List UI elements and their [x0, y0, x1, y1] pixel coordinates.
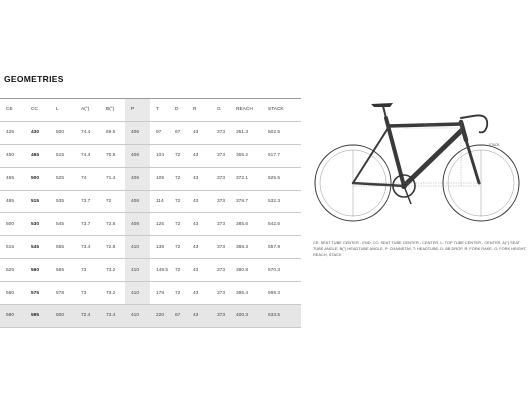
cell-a: 72.4 — [75, 305, 100, 328]
cell-b: 73.2 — [100, 259, 125, 282]
cell-r: 43 — [193, 213, 211, 236]
cell-reach: 390.8 — [236, 259, 268, 282]
cell-t: 149.5 — [150, 259, 175, 282]
header-t: T — [150, 99, 175, 122]
cell-cc: 515 — [25, 190, 50, 213]
cell-g: 373 — [211, 121, 236, 144]
cell-p: 410 — [125, 236, 150, 259]
cell-g: 373 — [211, 236, 236, 259]
cell-cc: 465 — [25, 144, 50, 167]
cell-b: 72 — [100, 190, 125, 213]
cell-a: 73 — [75, 259, 100, 282]
cell-stack: 557.9 — [268, 236, 301, 259]
cell-cc: 500 — [25, 167, 50, 190]
cell-p: 410 — [125, 305, 150, 328]
cell-g: 373 — [211, 144, 236, 167]
cell-ce: 450 — [0, 144, 25, 167]
cell-ce: 515 — [0, 236, 25, 259]
cell-stack: 525.5 — [268, 167, 301, 190]
header-reach: REACH — [236, 99, 268, 122]
cell-p: 410 — [125, 259, 150, 282]
cell-p: 406 — [125, 167, 150, 190]
cell-reach: 395.4 — [236, 282, 268, 305]
cell-d: 72 — [175, 213, 193, 236]
cell-d: 67 — [175, 121, 193, 144]
cell-cc: 575 — [25, 282, 50, 305]
table-row — [0, 236, 301, 259]
cell-g: 373 — [211, 305, 236, 328]
cell-d: 72 — [175, 282, 193, 305]
cell-stack: 542.6 — [268, 213, 301, 236]
table-row — [0, 259, 301, 282]
table-row — [0, 282, 301, 305]
cell-b: 70.5 — [100, 144, 125, 167]
cell-ce: 560 — [0, 282, 25, 305]
header-r: R — [193, 99, 211, 122]
cell-stack: 570.3 — [268, 259, 301, 282]
down-tube — [404, 130, 462, 186]
cell-t: 178 — [150, 282, 175, 305]
cell-t: 97 — [150, 121, 175, 144]
cell-l: 600 — [50, 305, 75, 328]
cell-reach: 378.7 — [236, 190, 268, 213]
header-l: L — [50, 99, 75, 122]
cell-b: 69.5 — [100, 121, 125, 144]
cell-cc: 530 — [25, 213, 50, 236]
cell-d: 72 — [175, 144, 193, 167]
cell-ce: 425 — [0, 121, 25, 144]
cell-b: 73.4 — [100, 305, 125, 328]
cell-cc: 595 — [25, 305, 50, 328]
cell-d: 67 — [175, 305, 193, 328]
cell-l: 545 — [50, 213, 75, 236]
page-title: GEOMETRIES — [4, 74, 64, 84]
cell-r: 43 — [193, 144, 211, 167]
cell-a: 74.4 — [75, 144, 100, 167]
header-d: D — [175, 99, 193, 122]
header-p: P — [125, 99, 150, 122]
cell-b: 71.4 — [100, 167, 125, 190]
chain-stay — [353, 183, 404, 186]
handlebar — [473, 115, 487, 132]
cell-p: 410 — [125, 282, 150, 305]
header-b: B(°) — [100, 99, 125, 122]
cell-l: 578 — [50, 282, 75, 305]
header-stack: STACK — [268, 99, 301, 122]
head-tube — [461, 122, 466, 140]
cell-r: 43 — [193, 282, 211, 305]
cell-cc: 545 — [25, 236, 50, 259]
header-cc: CC — [25, 99, 50, 122]
table-header-row — [0, 99, 301, 122]
cell-g: 373 — [211, 259, 236, 282]
cell-ce: 485 — [0, 190, 25, 213]
saddle — [371, 103, 393, 107]
cell-reach: 372.1 — [236, 167, 268, 190]
cell-l: 565 — [50, 259, 75, 282]
cell-ce: 580 — [0, 305, 25, 328]
header-ce: CE — [0, 99, 25, 122]
cell-cc: 430 — [25, 121, 50, 144]
cell-r: 43 — [193, 190, 211, 213]
cell-stack: 599.3 — [268, 282, 301, 305]
cell-g: 373 — [211, 190, 236, 213]
cell-b: 72.5 — [100, 213, 125, 236]
cell-reach: 365.2 — [236, 144, 268, 167]
geometry-table — [0, 98, 301, 328]
seat-stay — [353, 128, 388, 183]
stem — [461, 116, 473, 118]
cell-l: 555 — [50, 236, 75, 259]
cell-p: 408 — [125, 213, 150, 236]
cell-stack: 532.3 — [268, 190, 301, 213]
cell-d: 72 — [175, 259, 193, 282]
cell-a: 74.4 — [75, 121, 100, 144]
table-row — [0, 167, 301, 190]
cell-b: 72.8 — [100, 236, 125, 259]
cell-p: 406 — [125, 121, 150, 144]
cell-a: 73.4 — [75, 236, 100, 259]
cell-a: 73 — [75, 282, 100, 305]
cell-reach: 388.3 — [236, 236, 268, 259]
table-row — [0, 305, 301, 328]
table-row — [0, 121, 301, 144]
table-row — [0, 190, 301, 213]
cell-reach: 400.3 — [236, 305, 268, 328]
cell-g: 373 — [211, 167, 236, 190]
cell-l: 525 — [50, 167, 75, 190]
cell-t: 220 — [150, 305, 175, 328]
cell-r: 43 — [193, 236, 211, 259]
table-row — [0, 144, 301, 167]
cell-cc: 560 — [25, 259, 50, 282]
cell-ce: 465 — [0, 167, 25, 190]
reach-label: REACH — [424, 123, 436, 127]
header-a: A(°) — [75, 99, 100, 122]
cell-t: 125 — [150, 213, 175, 236]
cell-a: 73.7 — [75, 190, 100, 213]
cell-l: 515 — [50, 144, 75, 167]
cell-r: 43 — [193, 121, 211, 144]
cell-t: 114 — [150, 190, 175, 213]
cell-d: 72 — [175, 190, 193, 213]
cell-g: 373 — [211, 213, 236, 236]
cell-a: 74 — [75, 167, 100, 190]
cell-p: 408 — [125, 190, 150, 213]
header-g: G — [211, 99, 236, 122]
table-row — [0, 213, 301, 236]
geometry-legend: CE: SEAT TUBE CENTER - END, CC: SEAT TUBE CENTER - CENTER, L: TOP TUBE CENTER - CENTER, A(°) SEAT TUBE ANGLE, B(°) HEADTUBE ANGLE, P: CHAINSTAY, T: HEADTUBE, D: BB DROP, R: FORK RAKE, G: FORK HEIGHT, REACH, STACK — [313, 240, 527, 257]
cell-reach: 351.3 — [236, 121, 268, 144]
cell-t: 109 — [150, 167, 175, 190]
cell-stack: 502.5 — [268, 121, 301, 144]
bike-geometry-diagram — [311, 96, 521, 236]
stack-label: STACK — [489, 143, 500, 147]
cell-stack: 517.7 — [268, 144, 301, 167]
cell-stack: 633.5 — [268, 305, 301, 328]
cell-r: 43 — [193, 259, 211, 282]
cell-d: 72 — [175, 236, 193, 259]
cell-a: 73.7 — [75, 213, 100, 236]
seat-post — [383, 106, 386, 118]
cell-b: 73.2 — [100, 282, 125, 305]
cell-ce: 525 — [0, 259, 25, 282]
cell-l: 535 — [50, 190, 75, 213]
cell-t: 138 — [150, 236, 175, 259]
cell-r: 43 — [193, 167, 211, 190]
cell-g: 373 — [211, 282, 236, 305]
cell-p: 406 — [125, 144, 150, 167]
cell-r: 43 — [193, 305, 211, 328]
cell-d: 72 — [175, 167, 193, 190]
cell-l: 500 — [50, 121, 75, 144]
cell-reach: 385.6 — [236, 213, 268, 236]
cell-ce: 500 — [0, 213, 25, 236]
cell-t: 104 — [150, 144, 175, 167]
